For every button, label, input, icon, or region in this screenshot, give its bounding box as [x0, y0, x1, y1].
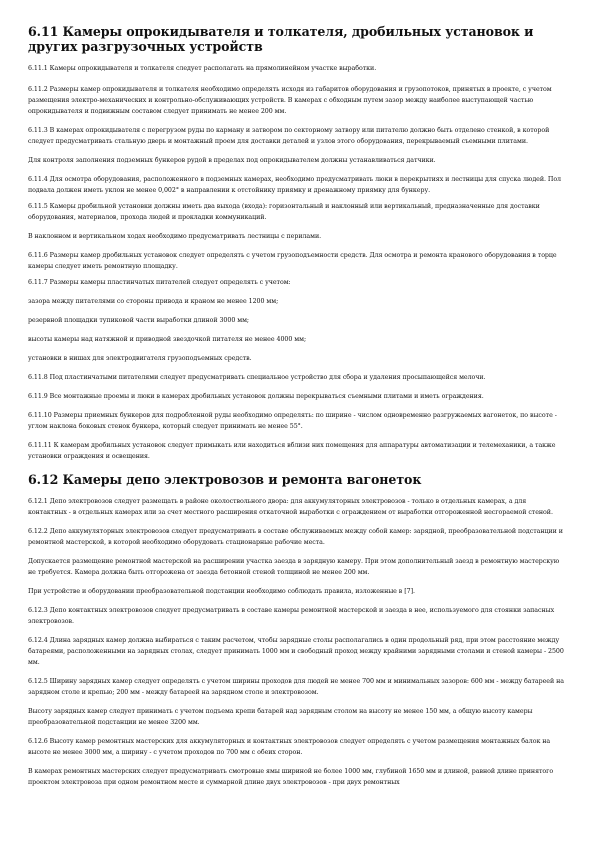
- paragraph-ladders: В наклонном и вертикальном ходах необходимо предусматривать лестницы с перилами.: [28, 233, 322, 240]
- paragraph-6-11-8: 6.11.8 Под пластинчатыми питателями следует предусматривать специальное устройство для сбора и удаления просыпающейся мелочи.: [28, 374, 486, 381]
- paragraph-6-11-10: 6.11.10 Размеры приемных бункеров для подробленной руды необходимо определять: по ширине - числом одновременно разгружаемых вагонеток, по высоте - углом наклона боковых стенок бункера, который следует принимать не менее 55°.: [28, 412, 557, 430]
- paragraph-repair-shop: Допускается размещение ремонтной мастерской на расширении участка заезда в зарядную камеру. При этом дополнительный заезд в ремонтную мастерскую не требуется. Камера должна быть отгорожена от заезда бетонной стеной толщиной не менее 200 мм.: [28, 558, 560, 576]
- paragraph-6-11-7: 6.11.7 Размеры камеры пластинчатых питателей следует определять с учетом:: [28, 279, 291, 286]
- paragraph-6-12-5: 6.12.5 Ширину зарядных камер следует определять с учетом ширины проходов для людей не менее 700 мм и минимальных зазоров: 600 мм - между батареей на зарядном столе и крепью; 200 мм - между батареей на зарядном столе и электровозом.: [28, 678, 564, 696]
- list-item-niches: установки в нишах для электродвигателя грузоподъемных средств.: [28, 355, 252, 362]
- paragraph-inspection-pits: В камерах ремонтных мастерских следует предусматривать смотровые ямы шириной не более 1000 мм, глубиной 1650 мм и длиной, равной длине принятого проектом электровоза при одном ремонтном месте и суммарной длине двух электровозов - при двух ремонтных: [28, 768, 554, 786]
- paragraph-6-12-1: 6.12.1 Депо электровозов следует размещать в районе околоствольного двора: для аккумуляторных электровозов - только в отдельных камерах, а для контактных - в отдельных камерах или за счет местного расширения откаточной выработки с ограждением от выработки отгороженной несгораемой стеной.: [28, 498, 553, 516]
- paragraph-bunker-sensors: Для контроля заполнения подземных бункеров рудой в пределах под опрокидывателем должны устанавливаться датчики.: [28, 157, 436, 164]
- paragraph-6-11-11: 6.11.11 К камерам дробильных установок следует примыкать или находиться вблизи них помещения для аппаратуры автоматизации и телемеханики, а также установки ограждения и освещения.: [28, 442, 556, 460]
- section-6-11-heading: 6.11 Камеры опрокидывателя и толкателя, дробильных установок и других разгрузочных устройств: [28, 24, 534, 54]
- paragraph-6-12-4: 6.12.4 Длина зарядных камер должна выбираться с таким расчетом, чтобы зарядные столы располагались в один продольный ряд, при этом расстояние между батареями, расположенными на зарядных столах, следует принимать 1000 мм и свободный проход между крайними зарядными столами и стеной камеры - 2500 мм.: [28, 637, 564, 666]
- paragraph-6-11-4: 6.11.4 Для осмотра оборудования, расположенного в подземных камерах, необходимо предусматривать люки в перекрытиях и лестницы для спуска людей. Пол подвала должен иметь уклон не менее 0,002° в направлении к отстойнику приямку и дренажному приямку для бункеру.: [28, 176, 562, 194]
- paragraph-6-12-2: 6.12.2 Депо аккумуляторных электровозов следует предусматривать в составе обслуживаемых между собой камер: зарядной, преобразовательной подстанции и ремонтной мастерской, в которой необходимо оборудовать стационарные рабочие места.: [28, 528, 563, 546]
- paragraph-6-11-3: 6.11.3 В камерах опрокидывателя с перегрузом руды по карману и затвором по секторному затвору или питателю должно быть отделено стенкой, в которой следует предусматривать стальную дверь и монтажный проем для доставки деталей и узлов этого оборудования, перекрываемый съемными плитами.: [28, 127, 550, 145]
- paragraph-6-11-5: 6.11.5 Камеры дробильной установки должны иметь два выхода (входа): горизонтальный и наклонный или вертикальный, предназначенные для доставки оборудования, материалов, прохода людей и прокладки коммуникаций.: [28, 203, 540, 221]
- paragraph-substation-rules: При устройстве и оборудовании преобразовательной подстанции необходимо соблюдать правила, изложенные в [7].: [28, 588, 415, 595]
- section-6-12-heading: 6.12 Камеры депо электровозов и ремонта вагонеток: [28, 472, 422, 487]
- list-item-reserve-platform: резервной площадки тупиковой части выработки длиной 3000 мм;: [28, 317, 250, 324]
- list-item-clearance: зазора между питателями со стороны привода и краном не менее 1200 мм;: [28, 298, 279, 305]
- paragraph-6-11-6: 6.11.6 Размеры камер дробильных установок следует определять с учетом грузоподъемности средств. Для осмотра и ремонта кранового оборудования в торце камеры следует иметь ремонтную площадку.: [28, 252, 557, 270]
- paragraph-6-12-3: 6.12.3 Депо контактных электровозов следует предусматривать в составе камеры ремонтной мастерской и заезда в нее, используемого для стоянки запасных электровозов.: [28, 607, 555, 625]
- list-item-chamber-height: высоты камеры над натяжной и приводной звездочкой питателя не менее 4000 мм;: [28, 336, 307, 343]
- paragraph-6-11-1: 6.11.1 Камеры опрокидывателя и толкателя следует располагать на прямолинейном участке выработки.: [28, 65, 377, 72]
- paragraph-chamber-height: Высоту зарядных камер следует принимать с учетом подъема крепи батарей над зарядным столом на высоту не менее 150 мм, а общую высоту камеры преобразовательной подстанции не менее 3200 мм.: [28, 708, 533, 726]
- paragraph-6-11-9: 6.11.9 Все монтажные проемы и люки в камерах дробильных установок должны перекрываться съемными плитами и иметь ограждения.: [28, 393, 484, 400]
- paragraph-6-12-6: 6.12.6 Высоту камер ремонтных мастерских для аккумуляторных и контактных электровозов следует определять с учетом размещения монтажных балок на высоте не менее 3000 мм, а ширину - с учетом проходов по 700 мм с обеих сторон.: [28, 738, 551, 756]
- paragraph-6-11-2: 6.11.2 Размеры камер опрокидывателя и толкателя необходимо определять исходя из габаритов оборудования и грузопотоков, принятых в проекте, с учетом размещения электро-механических и контрольно-обслуживающих устройств. В камерах с обходным путем зазор между наиболее выступающей частью опрокидывателя и подвижным составом следует принимать не менее 200 мм.: [28, 86, 552, 115]
